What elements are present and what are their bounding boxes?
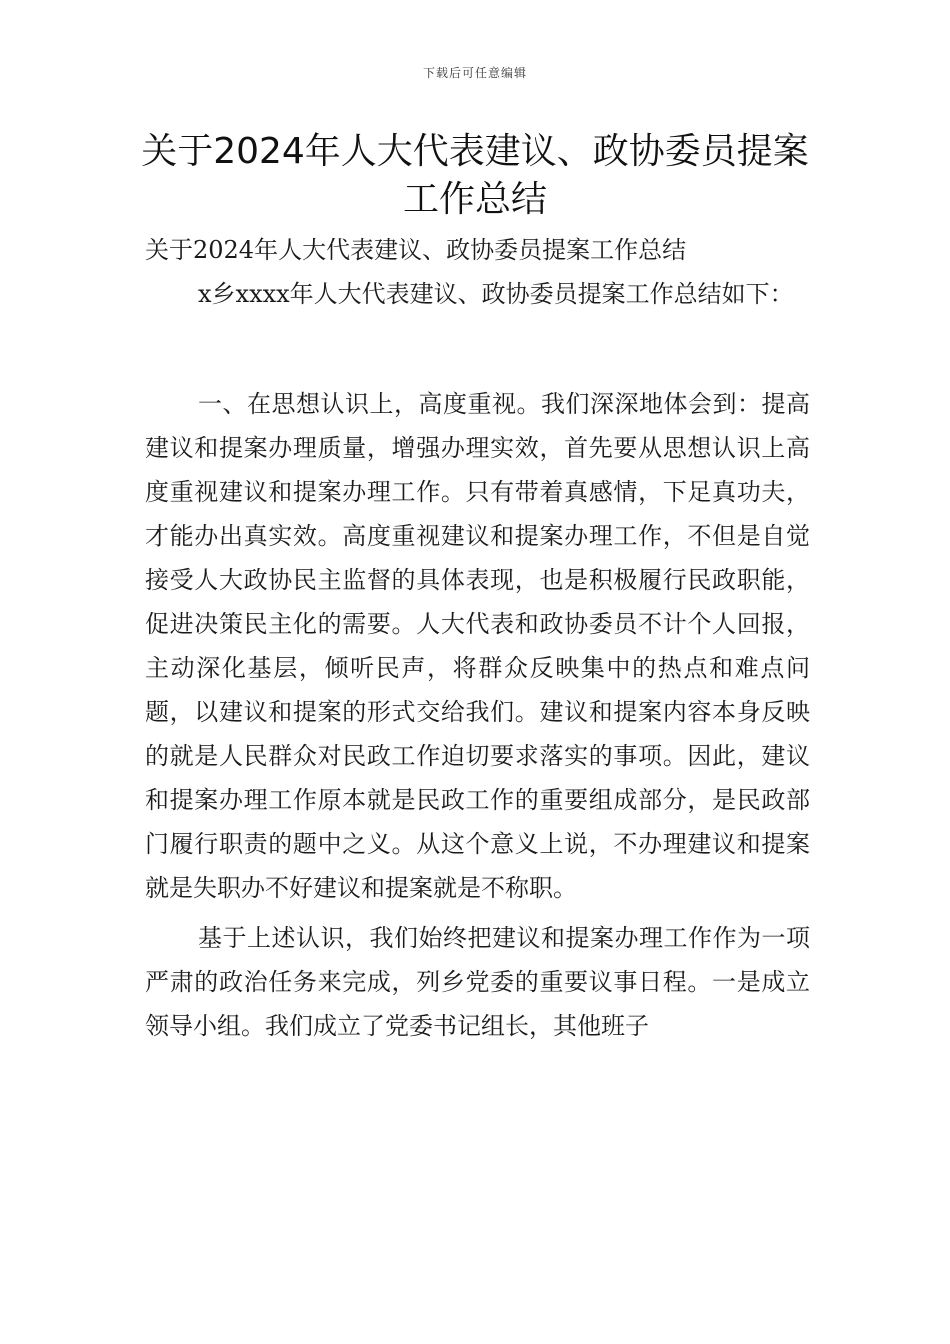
title-line-2: 工作总结	[402, 179, 547, 220]
document-body	[145, 228, 810, 1048]
document-subtitle: 关于2024年人大代表建议、政协委员提案工作总结	[145, 236, 687, 264]
document-title	[120, 128, 830, 224]
intro-paragraph: x乡xxxx年人大代表建议、政协委员提案工作总结如下：	[198, 280, 794, 308]
body-paragraph-2: 基于上述认识，我们始终把建议和提案办理工作作为一项严肃的政治任务来完成，列乡党委的重要议事日程。一是成立领导小组。我们成立了党委书记组长，其他班子	[145, 924, 810, 1040]
title-line-1: 关于2024年人大代表建议、政协委员提案	[141, 131, 809, 172]
body-paragraph-1: 一、在思想认识上，高度重视。我们深深地体会到：提高建议和提案办理质量，增强办理实效，首先要从思想认识上高度重视建议和提案办理工作。只有带着真感情，下足真功夫，才能办出真实效。高度重视建议和提案办理工作，不但是自觉接受人大政协民主监督的具体表现，也是积极履行民政职能，促进决策民主化的需要。人大代表和政协委员不计个人回报，主动深化基层，倾听民声，将群众反映集中的热点和难点问题，以建议和提案的形式交给我们。建议和提案内容本身反映的就是人民群众对民政工作迫切要求落实的事项。因此，建议和提案办理工作原本就是民政工作的重要组成部分，是民政部门履行职责的题中之义。从这个意义上说，不办理建议和提案就是失职办不好建议和提案就是不称职。	[145, 390, 810, 902]
header-note: 下载后可任意编辑	[422, 66, 527, 80]
